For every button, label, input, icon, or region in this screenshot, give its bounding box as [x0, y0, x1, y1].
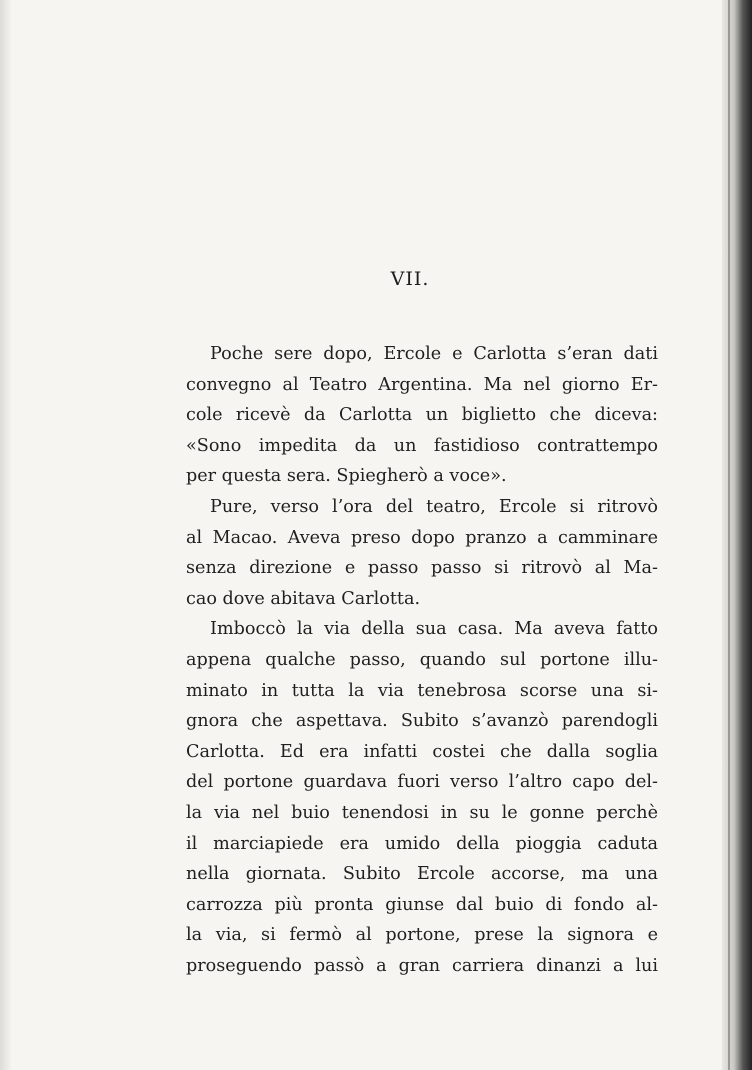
text-line: la via nel buio tenendosi in su le gonne perchè — [186, 802, 658, 823]
text-line: per questa sera. Spiegherò a voce». — [186, 466, 507, 487]
text-line: Poche sere dopo, Ercole e Carlotta s’eran dati — [210, 344, 658, 364]
text-line: Pure, verso l’ora del teatro, Ercole si ritrovò — [210, 496, 658, 517]
text-line: Imboccò la via della sua casa. Ma aveva fatto — [210, 619, 658, 640]
body-text — [162, 339, 658, 981]
text-line: cao dove abitava Carlotta. — [186, 588, 421, 609]
text-line: del portone guardava fuori verso l’altro capo del- — [186, 772, 658, 793]
text-line: minato in tutta la via tenebrosa scorse una si- — [186, 680, 658, 701]
text-line: senza direzione e passo passo si ritrovò al Ma- — [186, 558, 658, 579]
text-line: carrozza più pronta giunse dal buio di fondo al- — [186, 894, 658, 915]
text-line: appena qualche passo, quando sul portone illu- — [186, 649, 658, 670]
chapter-heading: VII. — [390, 268, 430, 290]
text-line: convegno al Teatro Argentina. Ma nel giorno Er- — [186, 374, 658, 395]
page-edge-shadow — [722, 0, 752, 1070]
page-left-shadow — [0, 0, 12, 1070]
text-line: nella giornata. Subito Ercole accorse, ma una — [186, 864, 658, 885]
text-line: il marciapiede era umido della pioggia caduta — [186, 833, 658, 854]
text-line: Carlotta. Ed era infatti costei che dalla soglia — [186, 741, 658, 762]
text-line: gnora che aspettava. Subito s’avanzò parendogli — [186, 711, 658, 732]
paragraph-1 — [162, 339, 658, 492]
text-line: proseguendo passò a gran carriera dinanzi a lui — [186, 955, 658, 976]
page-edge-line — [728, 0, 730, 1070]
text-line: al Macao. Aveva preso dopo pranzo a camminare — [186, 527, 658, 548]
text-line: «Sono impedita da un fastidioso contrattempo — [186, 435, 658, 456]
text-line: la via, si fermò al portone, prese la signora e — [186, 925, 658, 946]
paragraph-2 — [162, 492, 658, 614]
paragraph-3 — [162, 614, 658, 981]
text-line: cole ricevè da Carlotta un biglietto che diceva: — [186, 405, 658, 426]
